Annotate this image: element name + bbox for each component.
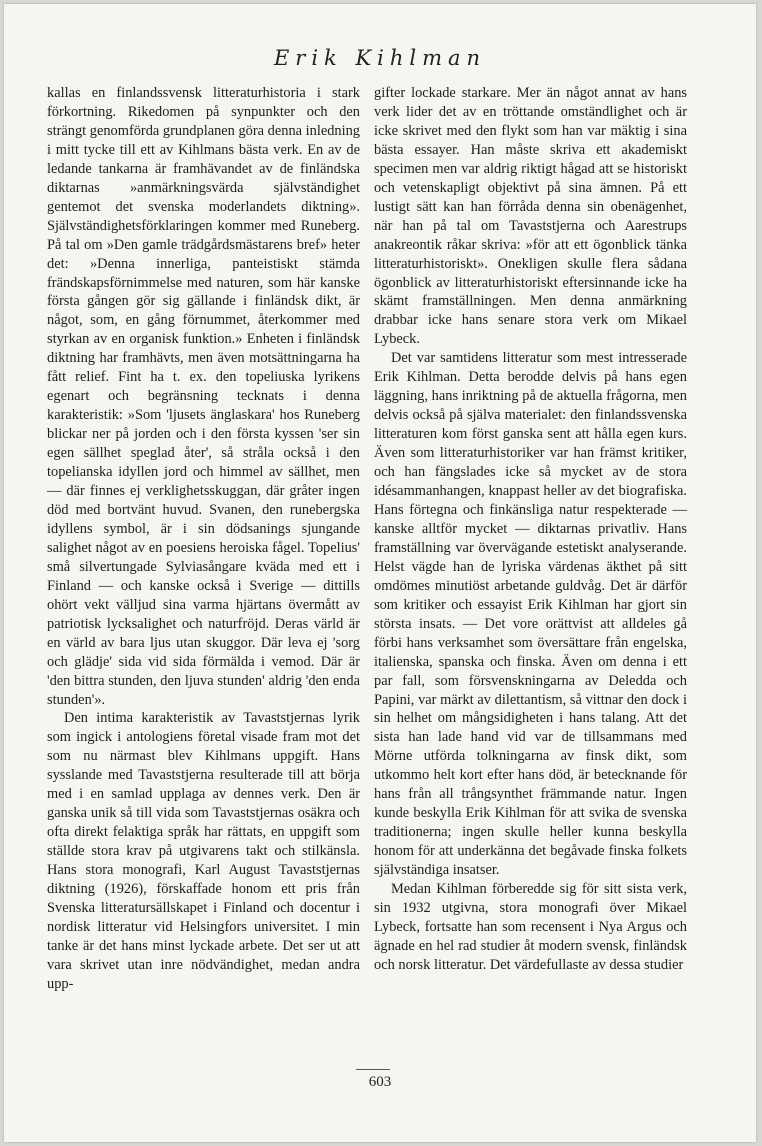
paragraph-text: Medan Kihlman förberedde sig för sitt sista verk, sin 1932 utgivna, stora monografi över Mikael Lybeck, fortsatte han som recensent i Nya Argus och ägnade en hel rad studier åt modern svensk, finländsk och norsk litteratur. Det värdefullaste av dessa studier [374,881,687,973]
paragraph-text: Det var samtidens litteratur som mest intresserade Erik Kihlman. Detta berodde delvis på hans egen läggning, hans inriktning på de aktuella frågorna, men delvis också på själva materialet: den finlandssvenska litteraturen kom först ganska sent att hålla egen kurs. Även som litteraturhistoriker var han främst kritiker, och han fängslades icke så mycket av de stora idésammanhangen, knappast heller av det biografiska. Hans förtegna och finkänsliga natur respekterade — kanske alltför mycket — diktarnas privatliv. Hans framställning var övervägande estetiskt analyserande. Helst vägde han de lyriska värdenas äkthet på sitt omdömes minutiöst arbetande guldvåg. Det är därför som kritiker och essayist Erik Kihlman har gjort sin största insats. — Det vore orättvist att alldeles gå förbi hans verksamhet som översättare från engelska, italienska, spanska och finska. Även om denna i ett par fall, som försvenskningarna av Deledda och Papini, var märkt av dilettantism, så vittnar den dock i sin helhet om mångsidigheten i hans talang. Att det sista han lade hand vid var de tillsammans med Mörne utförda tolkningarna av finsk dikt, som utkommo helt kort efter hans död, är betecknande för hans från all trångsynthet främmande natur. Ingen kunde beskylla Erik Kihlman för att svika de svenska traditionerna; ingen skulle heller kunna beskylla honom för att underkänna det begåvade finska folkets självständiga insatser. [374,350,687,879]
paragraph-text: Den intima karakteristik av Tavaststjernas lyrik som ingick i antologiens företal visade fram mot det som nu närmast blev Kihlmans uppgift. Hans sysslande med Tavaststjerna resulterade till att börja med i en samlad upplaga av dennes verk. Den är ganska unik så till vida som Tavaststjernas osäkra och ofta direkt felaktiga språk har rättats, en uppgift som ställde stora krav på utgivarens takt och stilkänsla. Hans stora monografi, Karl August Tavaststjernas diktning (1926), förskaffade honom ett pris från Svenska litteratursällskapet i Finland och docentur i nordisk litteratur vid Helsingfors universitet. I min tanke är det hans minst lyckade arbete. Det ser ut att vara skrivet utan inre nödvändighet, medan andra upp- [47,710,360,992]
page-number: 603 [368,1074,392,1090]
right-column [374,84,687,975]
book-page [4,4,756,1142]
folio-rule [356,1069,390,1070]
left-column [47,84,360,994]
paragraph-text: gifter lockade starkare. Mer än något annat av hans verk lider det av en tröttande omständlighet och är icke skrivet med den flykt som han var mäktig i sina bästa essayer. Han måste skriva ett akademiskt specimen men var aldrig riktigt hågad att se historiskt och vetenskapligt objektivt på sina ämnen. På ett lustigt sätt kan han förråda denna sin obenägenhet, när han på tal om Tavaststjerna och Aarestrups anakreontik råkar skriva: »för att ett ögonblick tänka litteraturhistoriskt». Onekligen skulle flera sådana ögonblick av litteraturhistoriskt eftersinnande icke ha skämt framställningen. Men denna anmärkning drabbar icke hans senare stora verk om Mikael Lybeck. [374,85,687,348]
paragraph-text: kallas en finlandssvensk litteraturhistoria i stark förkortning. Rikedomen på synpunkter och den strängt genomförda grundplanen göra denna inledning i mitt tycke till ett av Kihlmans bästa verk. En av de ledande tankarna är framhävandet av de finländska diktarnas »anmärkningsvärda självständighet gentemot det svenska moderlandets diktning». Självständighetsförklaringen kommer med Runeberg. På tal om »Den gamle trädgårdsmästarens bref» heter det: »Denna innerliga, panteistiskt stämda frändskapsförnimmelse med naturen, som här kanske första gången gör sig gällande i finländsk dikt, är något, som, en gång förnummet, återkommer med styrkan av en organisk funktion.» Enheten i finländsk diktning har framhävts, men även motsättningarna ha fått relief. Fint ha t. ex. den topeliuska lyrikens egenart och begränsning tecknats i denna karakteristik: »Som 'ljusets änglaskara' hos Runeberg blickar ner på jorden och i den första kyssen 'ser sin egen sällhet speglad åter', så stråla också i den topelianska idyllen jord och himmel av sällhet, men — där finnes ej verklighetsskuggan, där gråter ingen död med bortvänt huvud. Svanen, den runebergska idyllens symbol, är i sin dödsanings sjungande salighet något av en poesiens heroiska fågel. Topelius' små silvertungade Sylviasångare kväda med ett i Finland — och kanske också i Sverige — dittills ohört vekt välljud sina varma hjärtans övermått av patriotisk lycksalighet och naturfröjd. Deras värld är en värld av bara ljus utan skuggor. Där leva ej 'sorg och glädje' sida vid sida förmälda i vemod. Där är 'den bittra stunden, den ljuva stunden' aldrig 'den enda stunden'». [47,85,360,708]
running-head-title: Erik Kihlman [273,46,487,70]
